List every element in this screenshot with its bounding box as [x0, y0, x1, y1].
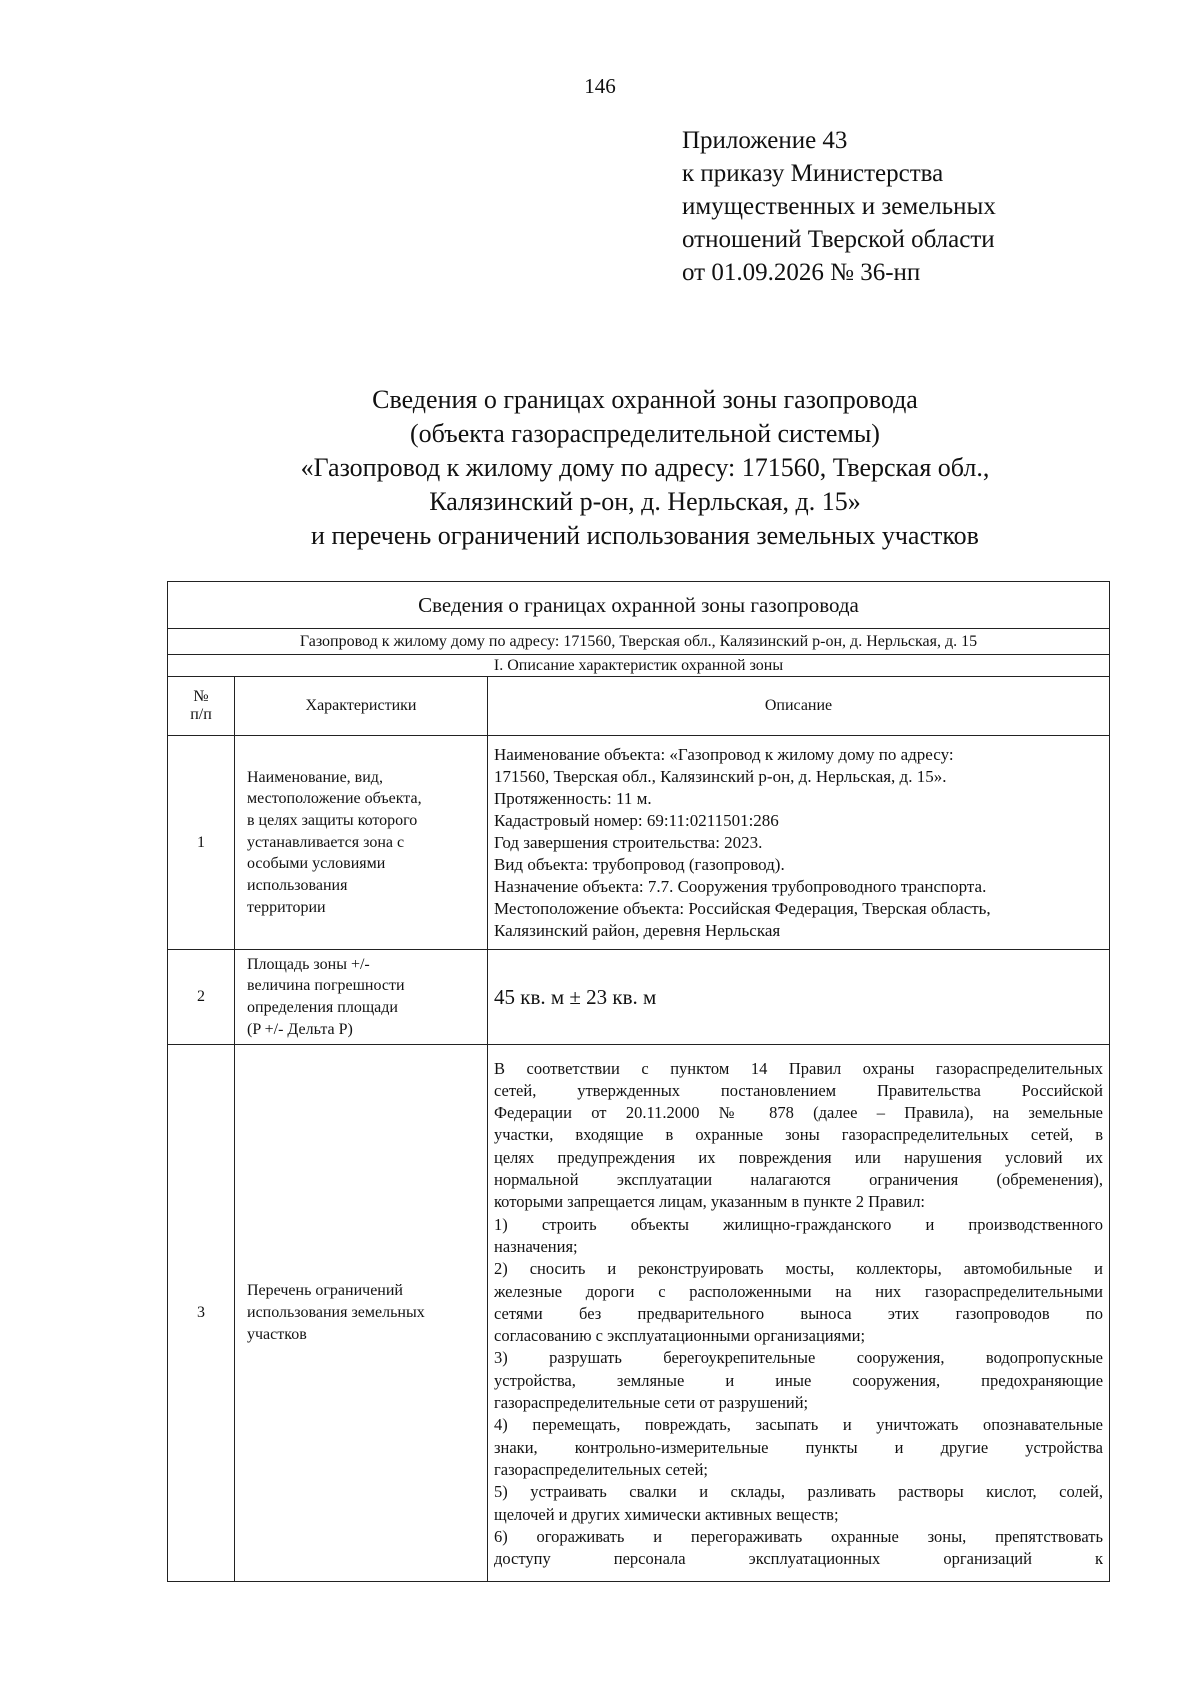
desc-line: 4) перемещать, повреждать, засыпать и уничтожать опознавательные [494, 1415, 1104, 1435]
title-line: Сведения о границах охранной зоны газопровода [372, 385, 918, 414]
desc-line: Протяженность: 11 м. [494, 788, 652, 808]
row-number: 2 [168, 950, 235, 1045]
desc-line: Назначение объекта: 7.7. Сооружения трубопроводного транспорта. [494, 876, 987, 896]
desc-line: 5) устраивать свалки и склады, разливать растворы кислот, солей, [494, 1482, 1104, 1502]
desc-line: согласованию с эксплуатационными организациями; [494, 1326, 866, 1346]
desc-line: газораспределительные сети от разрушений; [494, 1393, 809, 1413]
row-number: 3 [168, 1045, 235, 1582]
char-line: устанавливается зона с [247, 833, 405, 851]
desc-line: сетей, утвержденных постановлением Правительства Российской [494, 1080, 1104, 1100]
desc-line: Калязинский район, деревня Нерльская [494, 920, 781, 940]
appendix-line: отношений Тверской области [682, 226, 995, 253]
desc-line: Год завершения строительства: 2023. [494, 832, 763, 852]
column-header-number [168, 677, 235, 736]
title-line: Калязинский р-он, д. Нерльская, д. 15» [429, 487, 861, 516]
title-line: (объекта газораспределительной системы) [410, 419, 880, 448]
desc-line: нормальной эксплуатации налагаются ограничения (обременения), [494, 1170, 1104, 1190]
char-line: Площадь зоны +/- [247, 955, 370, 973]
desc-line: устройства, земляные и иные сооружения, предохраняющие [494, 1370, 1104, 1390]
appendix-block [682, 124, 996, 289]
desc-line: 1) строить объекты жилищно-гражданского и производственного [494, 1214, 1104, 1234]
desc-line: целях предупреждения их повреждения или нарушения условий их [494, 1147, 1104, 1167]
desc-line: Федерации от 20.11.2000 № 878 (далее – Правила), на земельные [494, 1103, 1104, 1123]
desc-line: знаки, контрольно-измерительные пункты и другие устройства [494, 1437, 1104, 1457]
char-line: территории [247, 898, 326, 916]
desc-line: Местоположение объекта: Российская Федерация, Тверская область, [494, 898, 991, 918]
column-header-number-line: № [193, 688, 209, 705]
desc-line: щелочей и других химически активных веществ; [494, 1504, 839, 1524]
desc-line: сетями без предварительного выноса этих газопроводов по [494, 1303, 1104, 1323]
char-line: (P +/- Дельта P) [247, 1020, 353, 1038]
row-description [488, 950, 1110, 1045]
char-line: в целях защиты которого [247, 811, 418, 829]
column-header-characteristics: Характеристики [235, 677, 488, 736]
row-characteristic [235, 736, 488, 950]
appendix-line: к приказу Министерства [682, 160, 944, 187]
desc-line: Кадастровый номер: 69:11:0211501:286 [494, 810, 779, 830]
desc-line: которыми запрещается лицам, указанным в пункте 2 Правил: [494, 1192, 926, 1212]
row-characteristic [235, 1045, 488, 1582]
table-object-line: Газопровод к жилому дому по адресу: 171560, Тверская обл., Калязинский р-он, д. Нерльская, д. 15 [168, 629, 1110, 655]
char-line: определения площади [247, 999, 398, 1016]
desc-line: 6) огораживать и перегораживать охранные зоны, препятствовать [494, 1526, 1104, 1546]
char-line: Наименование, вид, [247, 768, 383, 786]
title-line: «Газопровод к жилому дому по адресу: 171560, Тверская обл., [300, 453, 990, 482]
appendix-line: Приложение 43 [682, 127, 848, 154]
char-line: Перечень ограничений [247, 1282, 403, 1300]
document-title [0, 383, 1200, 553]
zone-table [167, 581, 1110, 1582]
row-number: 1 [168, 736, 235, 950]
appendix-line: имущественных и земельных [682, 193, 996, 220]
desc-line: участки, входящие в охранные зоны газораспределительных сетей, в [494, 1125, 1104, 1145]
table-section-title: I. Описание характеристик охранной зоны [168, 655, 1110, 677]
desc-line: Вид объекта: трубопровод (газопровод). [494, 854, 785, 874]
char-line: участков [247, 1325, 307, 1343]
desc-line: В соответствии с пунктом 14 Правил охраны газораспределительных [494, 1058, 1104, 1078]
char-line: особыми условиями [247, 855, 386, 873]
column-header-number-line: п/п [190, 706, 212, 723]
desc-line: Наименование объекта: «Газопровод к жилому дому по адресу: [494, 744, 954, 764]
column-header-description: Описание [488, 677, 1110, 736]
table-header: Сведения о границах охранной зоны газопровода [168, 582, 1110, 629]
table-row [168, 1045, 1110, 1582]
title-line: и перечень ограничений использования земельных участков [311, 521, 979, 550]
char-line: величина погрешности [247, 977, 405, 995]
row-description [488, 1045, 1110, 1582]
char-line: использования земельных [247, 1304, 425, 1322]
desc-line: железные дороги с расположенными на них газораспределительными [494, 1281, 1104, 1301]
desc-line: 171560, Тверская обл., Калязинский р-он, д. Нерльская, д. 15». [494, 766, 947, 786]
desc-line: назначения; [494, 1236, 578, 1256]
table-row [168, 736, 1110, 950]
appendix-line: от 01.09.2026 № 36-нп [682, 259, 921, 286]
page-number: 146 [584, 74, 616, 98]
row-characteristic [235, 950, 488, 1045]
desc-line: 2) сносить и реконструировать мосты, коллекторы, автомобильные и [494, 1259, 1104, 1279]
char-line: местоположение объекта, [247, 790, 422, 808]
char-line: использования [247, 877, 348, 895]
desc-line: газораспределительных сетей; [494, 1459, 709, 1479]
desc-line: 3) разрушать берегоукрепительные сооружения, водопропускные [494, 1348, 1104, 1368]
desc-line: доступу персонала эксплуатационных организаций к [494, 1549, 1104, 1569]
row-description [488, 736, 1110, 950]
desc-line: 45 кв. м ± 23 кв. м [494, 985, 657, 1009]
table-row [168, 950, 1110, 1045]
